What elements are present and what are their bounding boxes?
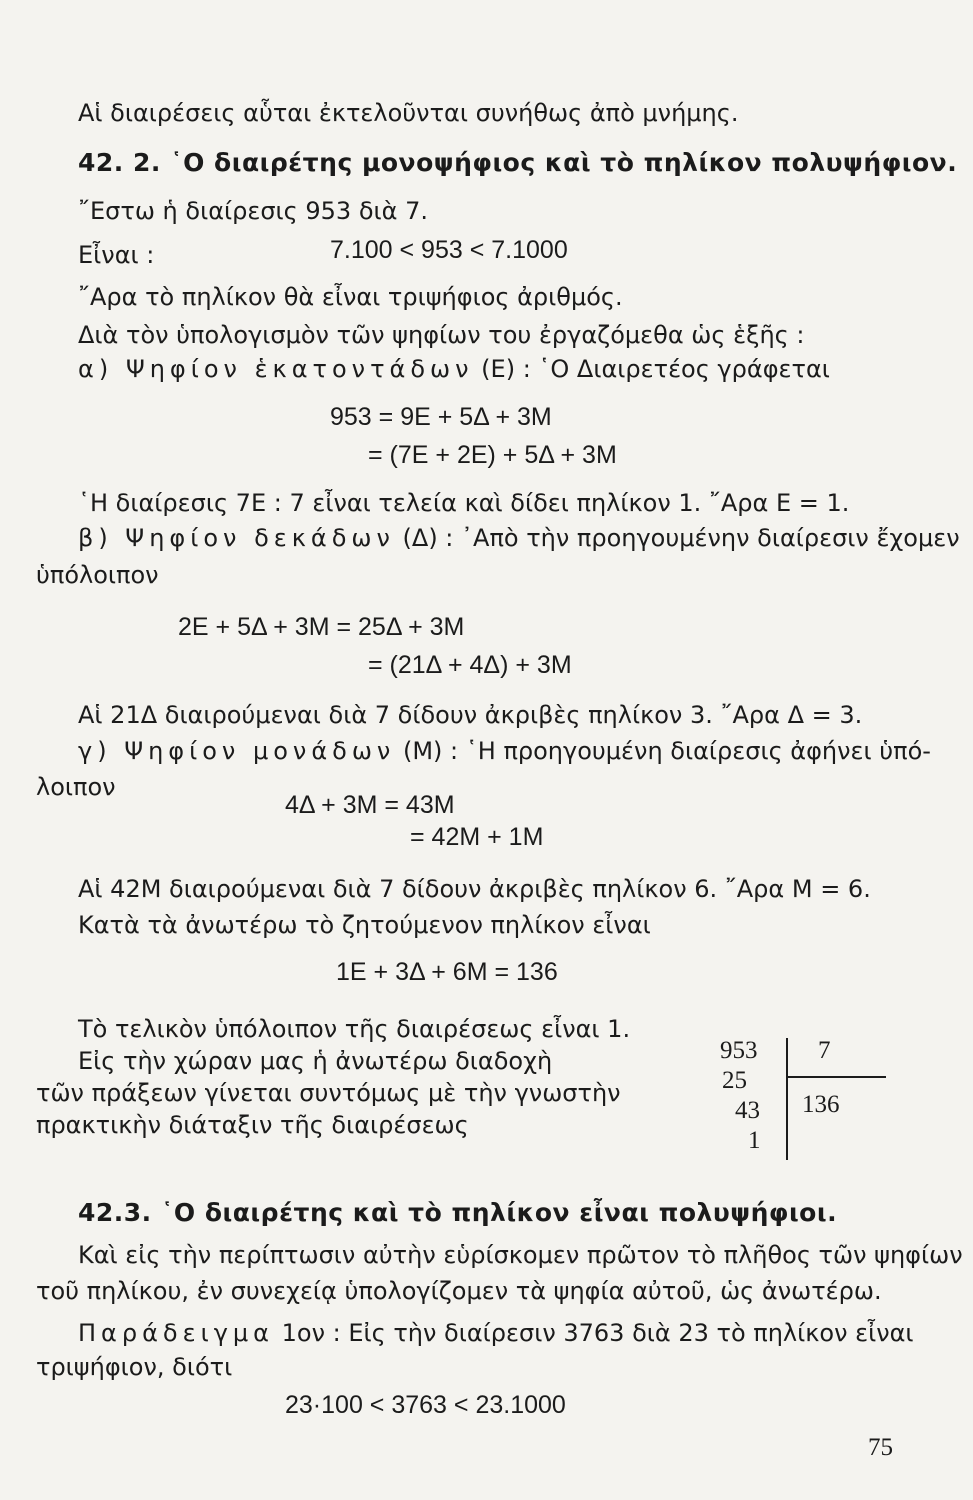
practical-line-2: τῶν πράξεων γίνεται συντόμως μὲ τὴν γνωστὴν [36, 1079, 621, 1107]
example-continuation: τριψήφιον, διότι [36, 1353, 233, 1381]
therefore-line: ῎Αρα τὸ πηλίκον θὰ εἶναι τριψήφιος ἀριθμός. [78, 283, 623, 311]
remainder-line: Τὸ τελικὸν ὑπόλοιπον τῆς διαιρέσεως εἶναι 1. [78, 1015, 631, 1043]
division-step-2: 43 [735, 1097, 760, 1124]
equation-c2: = 42Μ + 1Μ [410, 823, 544, 851]
inequality-953: 7.100 < 953 < 7.1000 [330, 236, 568, 264]
final-equation: 1Ε + 3Δ + 6Μ = 136 [336, 958, 558, 986]
equation-c1: 4Δ + 3Μ = 43Μ [285, 791, 455, 819]
section-42-3-heading: 42.3. ῾Ο διαιρέτης καὶ τὸ πηλίκον εἶναι πολυψήφιοι. [78, 1198, 838, 1227]
digit-units-label: γ) Ψηφίον μονάδων [78, 737, 396, 765]
equation-b1: 2Ε + 5Δ + 3Μ = 25Δ + 3Μ [178, 613, 465, 641]
quotient: 136 [802, 1091, 840, 1118]
digit-hundreds-text: (Ε) : ῾Ο Διαιρετέος γράφεται [481, 355, 830, 383]
intro-line: Αἱ διαιρέσεις αὗται ἐκτελοῦνται συνήθως ἀπὸ μνήμης. [78, 99, 739, 127]
section-42-2-heading: 42. 2. ῾Ο διαιρέτης μονοψήφιος καὶ τὸ πηλίκον πολυψήφιον. [78, 148, 958, 177]
equation-b2: = (21Δ + 4Δ) + 3Μ [368, 651, 572, 679]
division-remainder: 1 [748, 1127, 761, 1154]
digit-tens-text: (Δ) : ᾿Απὸ τὴν προηγουμένην διαίρεσιν ἔχομεν [402, 524, 960, 552]
method-line: Διὰ τὸν ὑπολογισμὸν τῶν ψηφίων του ἐργαζόμεθα ὡς ἑξῆς : [78, 321, 805, 349]
let-statement: ῎Εστω ἡ διαίρεσις 953 διὰ 7. [78, 197, 428, 225]
digit-hundreds-line [78, 354, 830, 384]
equation-a1: 953 = 9Ε + 5Δ + 3Μ [330, 403, 552, 431]
dividend: 953 [720, 1037, 758, 1064]
units-result: Αἱ 42Μ διαιρούμεναι διὰ 7 δίδουν ἀκριβὲς πηλίκον 6. ῎Αρα Μ = 6. [78, 875, 871, 903]
equation-a2: = (7Ε + 2Ε) + 5Δ + 3Μ [368, 441, 617, 469]
section-42-3-line-2: τοῦ πηλίκου, ἐν συνεχείᾳ ὑπολογίζομεν τὰ ψηφία αὐτοῦ, ὡς ἀνωτέρω. [36, 1277, 882, 1305]
page-number: 75 [868, 1434, 893, 1461]
division-vertical-rule [786, 1038, 788, 1160]
digit-tens-label: β) Ψηφίον δεκάδων [78, 524, 395, 552]
example-inequality: 23·100 < 3763 < 23.1000 [285, 1391, 566, 1419]
digit-units-line [78, 736, 931, 766]
is-label: Εἶναι : [78, 241, 155, 269]
practical-line-1: Εἰς τὴν χώραν μας ἡ ἀνωτέρω διαδοχὴ [78, 1047, 553, 1075]
example-label: Παράδειγμα [78, 1319, 274, 1347]
tens-continuation: ὑπόλοιπον [36, 561, 159, 589]
division-step-1: 25 [722, 1067, 747, 1094]
example-text: 1ον : Εἰς τὴν διαίρεσιν 3763 διὰ 23 τὸ πηλίκον εἶναι [281, 1319, 914, 1347]
practical-line-3: πρακτικὴν διάταξιν τῆς διαιρέσεως [36, 1111, 469, 1139]
summary-line: Κατὰ τὰ ἀνωτέρω τὸ ζητούμενον πηλίκον εἶναι [78, 911, 651, 939]
tens-result: Αἱ 21Δ διαιρούμεναι διὰ 7 δίδουν ἀκριβὲς πηλίκον 3. ῎Αρα Δ = 3. [78, 701, 863, 729]
division-horizontal-rule [786, 1076, 886, 1078]
divisor: 7 [818, 1037, 831, 1064]
digit-tens-line [78, 523, 960, 553]
units-continuation: λοιπον [36, 773, 116, 801]
digit-units-text: (Μ) : ῾Η προηγουμένη διαίρεσις ἀφήνει ὑπό- [402, 737, 931, 765]
digit-hundreds-label: α) Ψηφίον ἑκατοντάδων [78, 355, 474, 383]
example-line [78, 1318, 914, 1348]
hundreds-result: ῾Η διαίρεσις 7Ε : 7 εἶναι τελεία καὶ δίδει πηλίκον 1. ῎Αρα Ε = 1. [78, 489, 850, 517]
section-42-3-line-1: Καὶ εἰς τὴν περίπτωσιν αὐτὴν εὑρίσκομεν πρῶτον τὸ πλῆθος τῶν ψηφίων [78, 1241, 963, 1269]
